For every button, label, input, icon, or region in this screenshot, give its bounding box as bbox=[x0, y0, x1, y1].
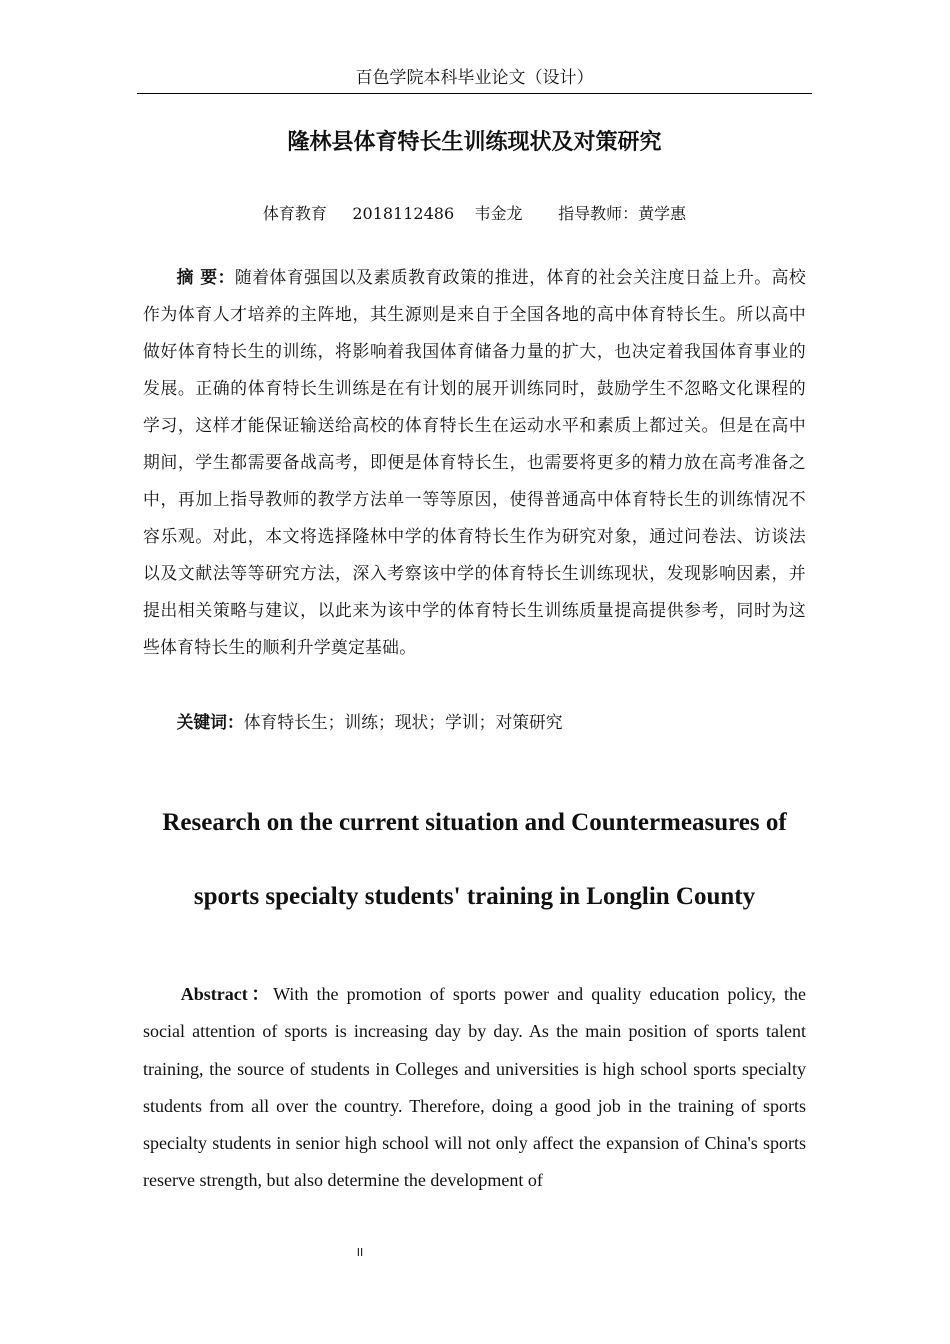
running-header: 百色学院本科毕业论文（设计） bbox=[355, 68, 594, 88]
english-title bbox=[137, 786, 812, 934]
chinese-abstract bbox=[143, 259, 806, 666]
english-title-line-2: sports specialty students' training in Longlin County bbox=[193, 883, 756, 910]
header-rule bbox=[137, 93, 812, 94]
keywords-text: 体育特长生；训练；现状；学训；对策研究 bbox=[243, 712, 563, 732]
chinese-keywords bbox=[143, 706, 806, 738]
abstract-cn-text: 随着体育强国以及素质教育政策的推进，体育的社会关注度日益上升。高校作为体育人才培养的主阵地，其生源则是来自于全国各地的高中体育特长生。所以高中做好体育特长生的训练，将影响着我国体育储备力量的扩大，也决定着我国体育事业的发展。正确的体育特长生训练是在有计划的展开训练同时，鼓励学生不忽略文化课程的学习，这样才能保证输送给高校的体育特长生在运动水平和素质上都过关。但是在高中期间，学生都需要备战高考，即便是体育特长生，也需要将更多的精力放在高考准备之中，再加上指导教师的教学方法单一等等原因，使得普通高中体育特长生的训练情况不容乐观。对此，本文将选择隆林中学的体育特长生作为研究对象，通过问卷法、访谈法以及文献法等等研究方法，深入考察该中学的体育特长生训练现状，发现影响因素，并提出相关策略与建议，以此来为该中学的体育特长生训练质量提高提供参考，同时为这些体育特长生的顺利升学奠定基础。 bbox=[143, 267, 806, 657]
english-abstract bbox=[143, 976, 806, 1200]
page-number: II bbox=[356, 1246, 364, 1259]
keywords-label: 关键词： bbox=[176, 712, 244, 732]
chinese-title: 隆林县体育特长生训练现状及对策研究 bbox=[287, 130, 662, 155]
author-line: 体育教育 2018112486 韦金龙 指导教师：黄学惠 bbox=[262, 204, 687, 223]
abstract-cn-label: 摘 要： bbox=[176, 267, 235, 287]
abstract-en-label: Abstract： bbox=[180, 984, 274, 1004]
english-title-line-1: Research on the current situation and Countermeasures of bbox=[162, 809, 787, 836]
abstract-en-text: With the promotion of sports power and quality education policy, the social attention of sports is increasing day by day. As the main position of sports talent training, the source of students in Colleges and universities is high school sports specialty students from all over the country. Therefore, doing a good job in the training of sports specialty students in senior high school will not only affect the expansion of China's sports reserve strength, but also determine the development of bbox=[143, 984, 806, 1191]
